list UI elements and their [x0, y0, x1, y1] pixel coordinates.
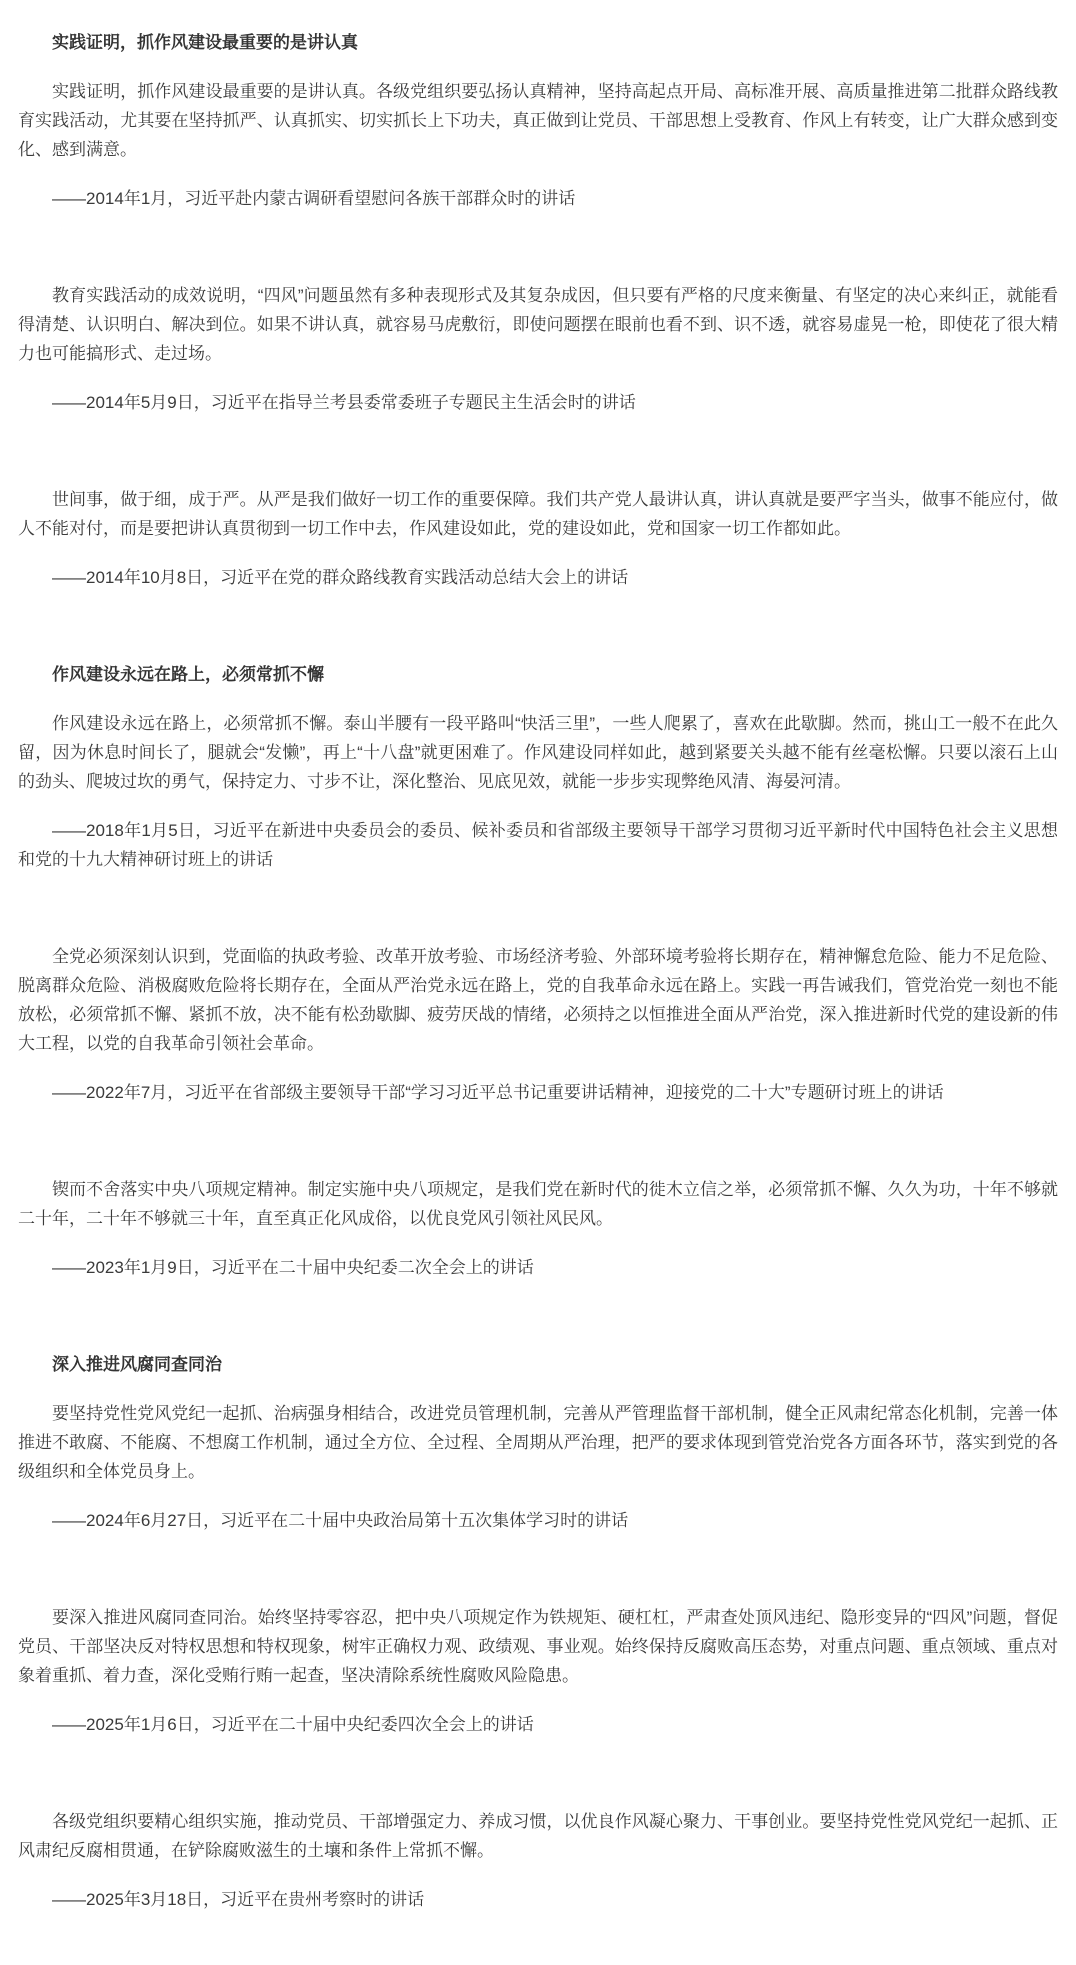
section-spacer — [18, 1302, 1058, 1350]
section-heading-3: 深入推进风腐同查同治 — [52, 1355, 222, 1374]
quote-attribution: ——2014年10月8日，习近平在党的群众路线教育实践活动总结大会上的讲话 — [52, 568, 629, 587]
section-spacer — [18, 233, 1058, 281]
quote-attribution: ——2023年1月9日，习近平在二十届中央纪委二次全会上的讲话 — [52, 1258, 534, 1277]
section-spacer — [18, 894, 1058, 942]
quote-attribution: ——2014年5月9日，习近平在指导兰考县委常委班子专题民主生活会时的讲话 — [52, 393, 636, 412]
quote-paragraph: 作风建设永远在路上，必须常抓不懈。泰山半腰有一段平路叫“快活三里”，一些人爬累了，喜欢在此歇脚。然而，挑山工一般不在此久留，因为休息时间长了，腿就会“发懒”，再上“十八盘”就更困难了。作风建设同样如此，越到紧要关头越不能有丝毫松懈。只要以滚石上山的劲头、爬坡过坎的勇气，保持定力、寸步不让，深化整治、见底见效，就能一步步实现弊绝风清、海晏河清。 — [18, 714, 1058, 791]
quote-paragraph: 要深入推进风腐同查同治。始终坚持零容忍，把中央八项规定作为铁规矩、硬杠杠，严肃查处顶风违纪、隐形变异的“四风”问题，督促党员、干部坚决反对特权思想和特权现象，树牢正确权力观、政绩观、事业观。始终保持反腐败高压态势，对重点问题、重点领域、重点对象着重抓、着力查，深化受贿行贿一起查，坚决清除系统性腐败风险隐患。 — [18, 1608, 1058, 1685]
quote-paragraph: 全党必须深刻认识到，党面临的执政考验、改革开放考验、市场经济考验、外部环境考验将长期存在，精神懈怠危险、能力不足危险、脱离群众危险、消极腐败危险将长期存在，全面从严治党永远在路上，党的自我革命永远在路上。实践一再告诫我们，管党治党一刻也不能放松，必须常抓不懈、紧抓不放，决不能有松劲歇脚、疲劳厌战的情绪，必须持之以恒推进全面从严治党，深入推进新时代党的建设新的伟大工程，以党的自我革命引领社会革命。 — [18, 947, 1058, 1053]
quote-attribution: ——2024年6月27日，习近平在二十届中央政治局第十五次集体学习时的讲话 — [52, 1511, 629, 1530]
quote-paragraph: 实践证明，抓作风建设最重要的是讲认真。各级党组织要弘扬认真精神，坚持高起点开局、高标准开展、高质量推进第二批群众路线教育实践活动，尤其要在坚持抓严、认真抓实、切实抓长上下功夫，真正做到让党员、干部思想上受教育、作风上有转变，让广大群众感到变化、感到满意。 — [18, 82, 1058, 159]
quote-attribution: ——2018年1月5日，习近平在新进中央委员会的委员、候补委员和省部级主要领导干部学习贯彻习近平新时代中国特色社会主义思想和党的十九大精神研讨班上的讲话 — [18, 821, 1058, 869]
quote-paragraph: 锲而不舍落实中央八项规定精神。制定实施中央八项规定，是我们党在新时代的徙木立信之举，必须常抓不懈、久久为功，十年不够就二十年，二十年不够就三十年，直至真正化风成俗，以优良党风引领社风民风。 — [18, 1180, 1058, 1228]
section-spacer — [18, 437, 1058, 485]
section-heading-2: 作风建设永远在路上，必须常抓不懈 — [52, 665, 324, 684]
section-spacer — [18, 1127, 1058, 1175]
quote-attribution: ——2014年1月，习近平赴内蒙古调研看望慰问各族干部群众时的讲话 — [52, 189, 576, 208]
quote-attribution: ——2025年3月18日，习近平在贵州考察时的讲话 — [52, 1890, 425, 1909]
section-spacer — [18, 1759, 1058, 1807]
quote-paragraph: 世间事，做于细，成于严。从严是我们做好一切工作的重要保障。我们共产党人最讲认真，讲认真就是要严字当头，做事不能应付，做人不能对付，而是要把讲认真贯彻到一切工作中去，作风建设如此，党的建设如此，党和国家一切工作都如此。 — [18, 490, 1058, 538]
section-spacer — [18, 612, 1058, 660]
quote-paragraph: 各级党组织要精心组织实施，推动党员、干部增强定力、养成习惯，以优良作风凝心聚力、干事创业。要坚持党性党风党纪一起抓、正风肃纪反腐相贯通，在铲除腐败滋生的土壤和条件上常抓不懈。 — [18, 1812, 1058, 1860]
quote-paragraph: 教育实践活动的成效说明，“四风”问题虽然有多种表现形式及其复杂成因，但只要有严格的尺度来衡量、有坚定的决心来纠正，就能看得清楚、认识明白、解决到位。如果不讲认真，就容易马虎敷衍，即使问题摆在眼前也看不到、识不透，就容易虚晃一枪，即使花了很大精力也可能搞形式、走过场。 — [18, 286, 1058, 363]
quote-paragraph: 要坚持党性党风党纪一起抓、治病强身相结合，改进党员管理机制，完善从严管理监督干部机制，健全正风肃纪常态化机制，完善一体推进不敢腐、不能腐、不想腐工作机制，通过全方位、全过程、全周期从严治理，把严的要求体现到管党治党各方面各环节，落实到党的各级组织和全体党员身上。 — [18, 1404, 1058, 1481]
quote-attribution: ——2025年1月6日，习近平在二十届中央纪委四次全会上的讲话 — [52, 1715, 534, 1734]
section-spacer — [18, 1555, 1058, 1603]
section-heading-1: 实践证明，抓作风建设最重要的是讲认真 — [52, 33, 358, 52]
quote-attribution: ——2022年7月，习近平在省部级主要领导干部“学习习近平总书记重要讲话精神，迎接党的二十大”专题研讨班上的讲话 — [52, 1083, 944, 1102]
